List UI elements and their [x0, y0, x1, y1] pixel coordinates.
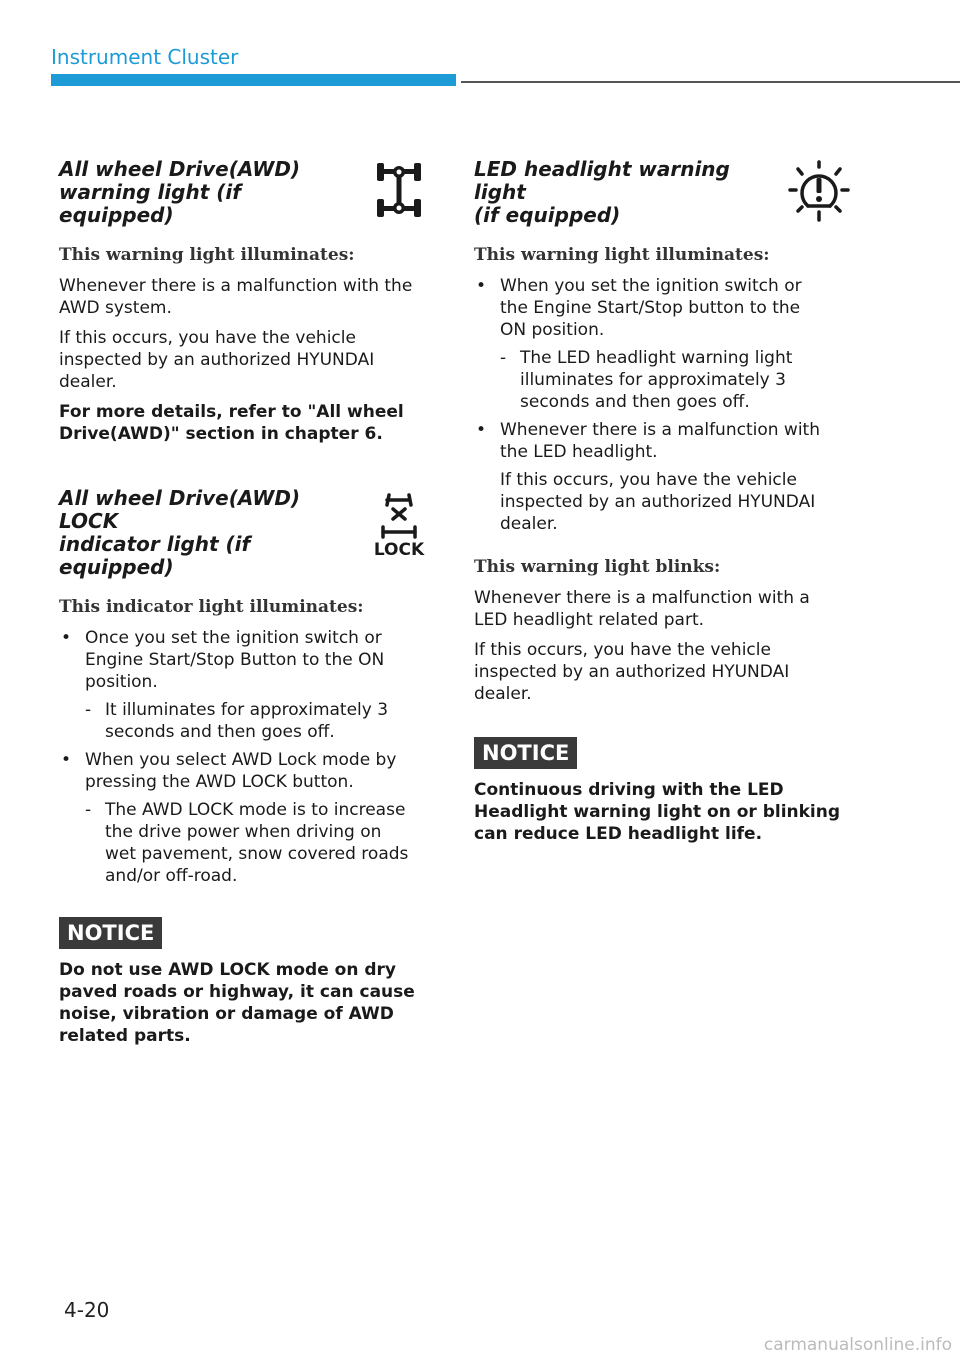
lock-subheading: This indicator light illuminates:	[59, 597, 364, 617]
header-rule	[461, 81, 960, 83]
header-title: Instrument Cluster	[51, 45, 239, 69]
watermark: carmanualsonline.info	[763, 1335, 952, 1355]
lock-bullet-2: • When you select AWD Lock mode by pressing the AWD LOCK button. - The AWD LOCK mode is to increase the drive power when driving on wet pavement, snow covered roads and/or off-road.	[59, 749, 437, 887]
led-notice-text: Continuous driving with the LED Headlight warning light on or blinking can reduce LED headlight life.	[474, 780, 841, 844]
led-bullet-list	[474, 275, 852, 535]
awd-paragraph-1: Whenever there is a malfunction with the AWD system.	[59, 276, 413, 318]
led-notice-label: NOTICE	[474, 737, 577, 769]
led-section-title: LED headlight warning light (if equipped)	[474, 157, 730, 227]
left-column	[59, 158, 437, 1047]
lock-notice-label: NOTICE	[59, 917, 162, 949]
awd-lock-icon	[369, 491, 429, 557]
awd-reference-note: For more details, refer to "All wheel Drive(AWD)" section in chapter 6.	[59, 402, 404, 444]
led-paragraph-1: Whenever there is a malfunction with a LED headlight related part.	[474, 588, 810, 630]
lock-notice-text: Do not use AWD LOCK mode on dry paved roads or highway, it can cause noise, vibration or damage of AWD related parts.	[59, 960, 415, 1046]
awd-drivetrain-icon	[371, 160, 427, 220]
lock-bullet-list	[59, 627, 437, 887]
led-bullet-1: • When you set the ignition switch or the Engine Start/Stop button to the ON position. - The LED headlight warning light illuminates for approximately 3 seconds and then goes off.	[474, 275, 852, 413]
awd-subheading: This warning light illuminates:	[59, 245, 355, 265]
lock-icon-text: LOCK	[373, 540, 425, 557]
led-section-header	[474, 158, 852, 227]
awd-paragraph-2: If this occurs, you have the vehicle inspected by an authorized HYUNDAI dealer.	[59, 328, 375, 392]
page-number: 4-20	[64, 1298, 110, 1322]
led-bullet-1-sub: - The LED headlight warning light illuminates for approximately 3 seconds and then goes off.	[500, 348, 793, 412]
awd-section-header	[59, 158, 437, 227]
led-bullet-2: • Whenever there is a malfunction with the LED headlight. If this occurs, you have the vehicle inspected by an authorized HYUNDAI dealer.	[474, 419, 852, 535]
right-column	[474, 158, 852, 845]
led-subheading-2: This warning light blinks:	[474, 557, 721, 577]
led-bullet-2-extra: If this occurs, you have the vehicle inspected by an authorized HYUNDAI dealer.	[500, 470, 816, 534]
lock-section-header	[59, 487, 437, 579]
awd-section-title: All wheel Drive(AWD) warning light (if equipped)	[59, 157, 301, 227]
led-paragraph-2: If this occurs, you have the vehicle inspected by an authorized HYUNDAI dealer.	[474, 640, 790, 704]
header-accent-bar	[51, 74, 456, 86]
led-subheading-1: This warning light illuminates:	[474, 245, 770, 265]
lock-bullet-1-sub: - It illuminates for approximately 3 seconds and then goes off.	[85, 700, 389, 742]
lock-bullet-2-sub: - The AWD LOCK mode is to increase the drive power when driving on wet pavement, snow covered roads and/or off-road.	[85, 800, 409, 886]
lock-bullet-1: • Once you set the ignition switch or Engine Start/Stop Button to the ON position. - It illuminates for approximately 3 seconds and then goes off.	[59, 627, 437, 743]
lock-section-title: All wheel Drive(AWD) LOCK indicator light (if equipped)	[59, 486, 301, 579]
led-headlight-warning-icon	[788, 160, 850, 222]
